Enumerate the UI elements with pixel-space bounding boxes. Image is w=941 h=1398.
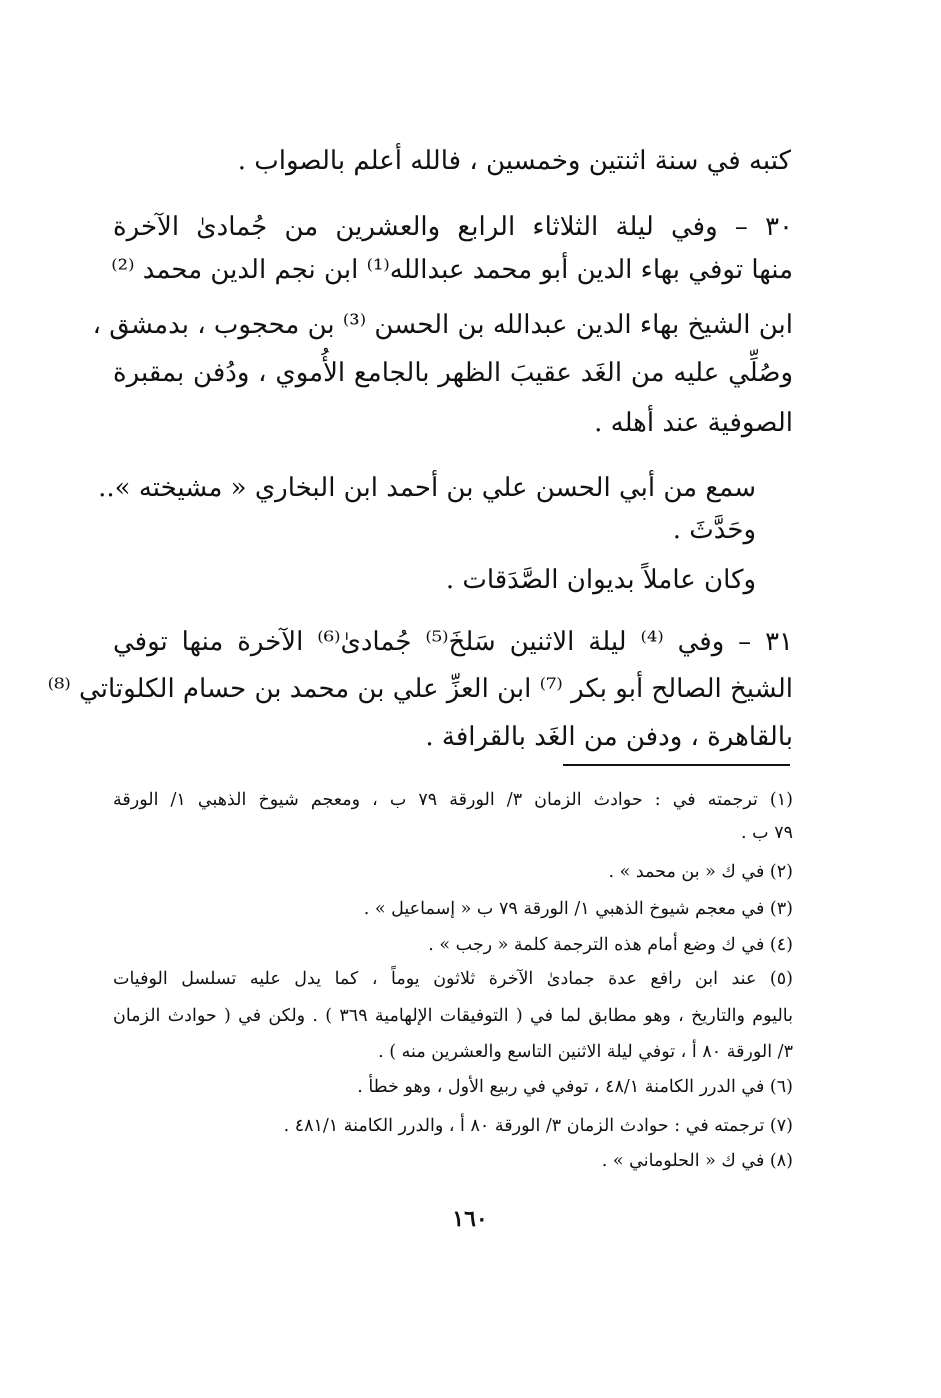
footnote-line: (٥) عند ابن رافع عدة جمادىٰ الآخرة ثلاثون يوماً ، كما يدل عليه تسلسل الوفيات (113, 969, 793, 989)
main-line: ابن الشيخ بهاء الدين عبدالله بن الحسن ⁽³⁾ بن محجوب ، بدمشق ، (92, 310, 793, 340)
main-line: الشيخ الصالح أبو بكر ⁽⁷⁾ ابن العزِّ علي بن محمد بن حسام الكلوتاتي ⁽⁸⁾ (47, 674, 793, 704)
footnote-line: (٨) في ك « الحلوماني » . (601, 1151, 793, 1171)
main-line-indented: وكان عاملاً بديوان الصَّدَقات . (445, 565, 756, 595)
footnote-line: (١) ترجمته في : حوادث الزمان ٣/ الورقة ٧٩ ب ، ومعجم شيوخ الذهبي ١/ الورقة (113, 790, 793, 810)
main-line: بالقاهرة ، ودفن من الغَد بالقرافة . (425, 722, 793, 752)
footnote-line: (٣) في معجم شيوخ الذهبي ١/ الورقة ٧٩ ب « إسماعيل » . (363, 899, 793, 919)
main-line-indented: وحَدَّثَ . (672, 515, 756, 545)
main-line-entry-31-start: ٣١ – وفي ⁽⁴⁾ ليلة الاثنين سَلخَ⁽⁵⁾ جُمادىٰ⁽⁶⁾ الآخرة منها توفي (113, 627, 794, 657)
footnote-line: ٣/ الورقة ٨٠ أ ، توفي ليلة الاثنين التاسع والعشرين منه ) . (378, 1042, 793, 1062)
footnote-line: (٦) في الدرر الكامنة ٤٨/١ ، توفي في ربيع الأول ، وهو خطأ . (357, 1077, 793, 1097)
footnote-line: (٢) في ك « بن محمد » . (608, 862, 793, 882)
footnote-line: باليوم والتاريخ ، وهو مطابق لما في ( التوفيقات الإلهامية ٣٦٩ ) . ولكن في ( حوادث الزمان (113, 1006, 793, 1026)
footnote-line: ٧٩ ب . (741, 823, 793, 843)
page-number: ١٦٠ (452, 1206, 488, 1232)
main-line: وصُلِّي عليه من الغَد عقيبَ الظهر بالجامع الأُموي ، ودُفن بمقبرة (113, 358, 793, 388)
main-line-continuation: كتبه في سنة اثنتين وخمسين ، فالله أعلم بالصواب . (237, 146, 791, 176)
footnote-line: (٧) ترجمته في : حوادث الزمان ٣/ الورقة ٨٠ أ ، والدرر الكامنة ٤٨١/١ . (283, 1116, 793, 1136)
main-line-entry-30-start: ٣٠ – وفي ليلة الثلاثاء الرابع والعشرين من جُمادىٰ الآخرة (113, 212, 793, 242)
main-line: الصوفية عند أهله . (594, 408, 793, 438)
main-line-indented: سمع من أبي الحسن علي بن أحمد ابن البخاري « مشيخته ».. (98, 473, 756, 503)
footnote-line: (٤) في ك وضع أمام هذه الترجمة كلمة « رجب » . (428, 935, 793, 955)
main-line: منها توفي بهاء الدين أبو محمد عبدالله⁽¹⁾ ابن نجم الدين محمد ⁽²⁾ (111, 255, 793, 285)
footnote-separator (563, 764, 790, 766)
